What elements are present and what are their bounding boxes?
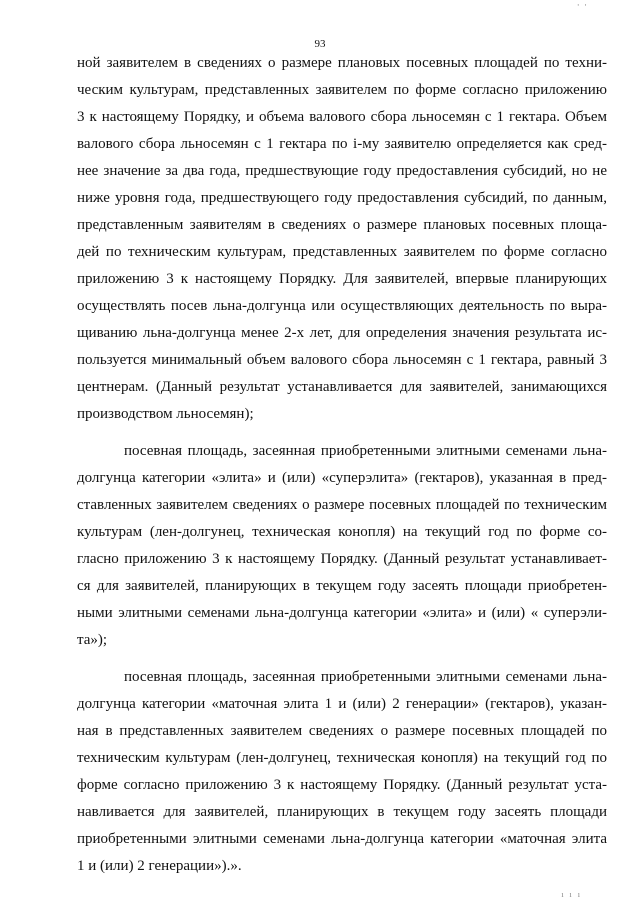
- paragraph-gap: [77, 428, 607, 438]
- text-line: приложению 3 к настоящему Порядку. Для заявителей, впервые планирующих: [77, 271, 607, 287]
- text-line: ной заявителем в сведениях о размере плановых посевных площадей по техни-: [77, 55, 607, 71]
- text-line: долгунца категории «маточная элита 1 и (или) 2 генерации» (гектаров), указан-: [77, 696, 607, 712]
- text-line: пользуется минимальный объем валового сбора льносемян с 1 гектара, равный 3: [77, 352, 607, 368]
- body-text: [77, 50, 607, 880]
- paragraph-continuation: [77, 50, 607, 428]
- text-line: 1 и (или) 2 генерации»).».: [77, 858, 242, 874]
- text-line: представленным заявителям в сведениях о размере плановых посевных площа-: [77, 217, 607, 233]
- text-line: ческим культурам, представленных заявителем по форме согласно приложению: [77, 82, 607, 98]
- text-line: дей по техническим культурам, представленных заявителем по форме согласно: [77, 244, 607, 260]
- text-line: гласно приложению 3 к настоящему Порядку. (Данный результат устанавливает-: [77, 551, 607, 567]
- text-line: осуществлять посев льна-долгунца или осуществляющих деятельность по выра-: [77, 298, 607, 314]
- text-line: долгунца категории «элита» и (или) «суперэлита» (гектаров), указанная в пред-: [77, 470, 607, 486]
- text-line: ся для заявителей, планирующих в текущем году засеять площади приобретен-: [77, 578, 607, 594]
- page-number: 93: [314, 38, 326, 50]
- text-line: ная в представленных заявителем сведениях о размере посевных площадей по: [77, 723, 607, 739]
- text-line: центнерам. (Данный результат устанавливается для заявителей, занимающихся: [77, 379, 607, 395]
- text-line: ставленных заявителем сведениях о размере посевных площадей по техническим: [77, 497, 607, 513]
- corner-mark-top: · ·: [576, 0, 588, 10]
- text-line: производством льносемян);: [77, 406, 254, 422]
- text-line: та»);: [77, 632, 108, 648]
- corner-mark-bottom: ı ı ı: [561, 890, 582, 899]
- text-line: щиванию льна-долгунца менее 2-х лет, для определения значения результата ис-: [77, 325, 607, 341]
- paragraph-elite-area: [77, 438, 607, 654]
- text-line: валового сбора льносемян с 1 гектара по i-му заявителю определяется как сред-: [77, 136, 607, 152]
- text-line: приобретенными элитными семенами льна-долгунца категории «маточная элита: [77, 831, 607, 847]
- text-line: форме согласно приложению 3 к настоящему Порядку. (Данный результат уста-: [77, 777, 607, 793]
- text-line: навливается для заявителей, планирующих в текущем году засеять площади: [77, 804, 607, 820]
- text-line: ниже уровня года, предшествующего году предоставления субсидий, по данным,: [77, 190, 607, 206]
- paragraph-mother-elite-area: [77, 664, 607, 880]
- text-line: 3 к настоящему Порядку, и объема валового сбора льносемян с 1 гектара. Объем: [77, 109, 607, 125]
- text-line: посевная площадь, засеянная приобретенными элитными семенами льна-: [124, 443, 607, 459]
- paragraph-gap: [77, 654, 607, 664]
- text-line: нее значение за два года, предшествующие году предоставления субсидий, но не: [77, 163, 607, 179]
- text-line: культурам (лен-долгунец, техническая конопля) на текущий год по форме со-: [77, 524, 607, 540]
- text-line: ными элитными семенами льна-долгунца категории «элита» и (или) « суперэли-: [77, 605, 607, 621]
- text-line: посевная площадь, засеянная приобретенными элитными семенами льна-: [124, 669, 607, 685]
- text-line: техническим культурам (лен-долгунец, техническая конопля) на текущий год по: [77, 750, 607, 766]
